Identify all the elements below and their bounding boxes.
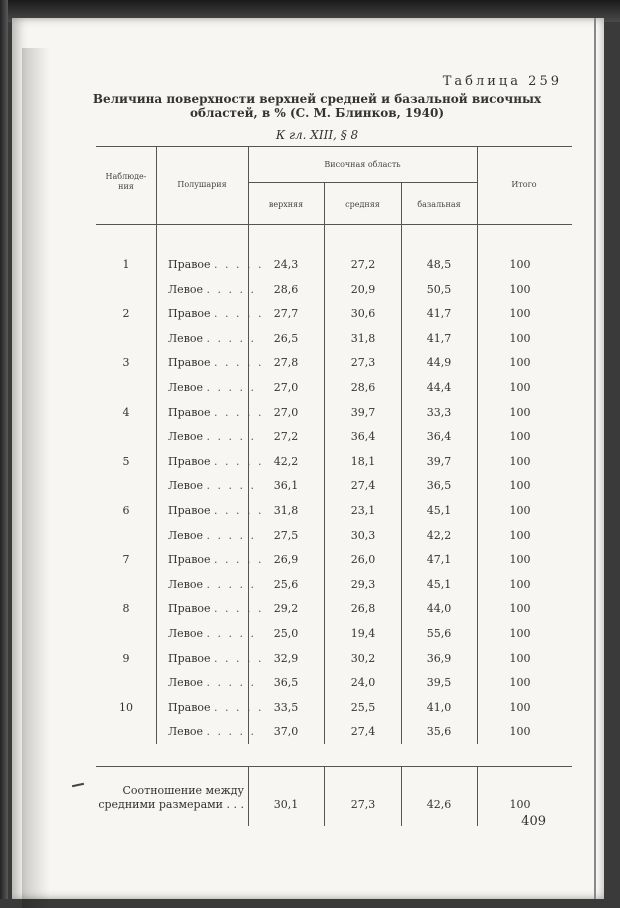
header-sub-rule — [248, 182, 477, 183]
hemisphere-name: Левое — [168, 282, 204, 296]
leader-dots: . . . . . — [214, 651, 264, 665]
header-bottom-rule — [96, 224, 572, 225]
upper-value: 27,0 — [273, 405, 299, 419]
leader-dots: . . . . . — [206, 282, 256, 296]
summary-total: 100 — [509, 798, 531, 811]
header-temporal-region: Височная область — [324, 160, 401, 169]
middle-value: 26,0 — [350, 553, 376, 567]
hemisphere-cell — [168, 529, 262, 542]
upper-value: 27,0 — [273, 381, 299, 394]
hemisphere-cell — [168, 602, 262, 615]
leader-dots: . . . . . — [206, 479, 256, 493]
header-basal: базальная — [417, 200, 461, 209]
basal-value: 50,5 — [426, 282, 452, 296]
observation-number: 6 — [122, 504, 130, 517]
hemisphere-name: Правое — [168, 651, 211, 665]
hemisphere-cell — [168, 307, 262, 320]
upper-value: 27,5 — [273, 528, 299, 542]
middle-value: 27,4 — [350, 479, 376, 493]
col-divider-3 — [324, 182, 325, 744]
hemisphere-name: Левое — [168, 331, 204, 345]
observation-number: 10 — [119, 700, 133, 714]
middle-value: 39,7 — [350, 405, 376, 419]
middle-value: 28,6 — [350, 381, 376, 394]
page-fold-shadow — [22, 48, 50, 908]
hemisphere-cell — [168, 701, 262, 714]
basal-value: 36,9 — [426, 651, 452, 665]
upper-value: 27,7 — [273, 307, 299, 321]
total-value: 100 — [509, 676, 531, 690]
leader-dots: . . . . . — [206, 725, 256, 739]
basal-value: 44,9 — [426, 356, 452, 370]
upper-value: 28,6 — [273, 282, 299, 296]
book-page — [12, 18, 604, 899]
hemisphere-name: Правое — [168, 356, 211, 370]
total-value: 100 — [509, 602, 531, 616]
leader-dots: . . . . . — [206, 577, 256, 591]
leader-dots: . . . . . — [214, 307, 264, 321]
leader-dots: . . . . . — [214, 700, 264, 714]
total-value: 100 — [509, 454, 531, 468]
leader-dots: . . . . . — [214, 454, 264, 468]
upper-value: 27,2 — [273, 430, 299, 444]
upper-value: 25,6 — [273, 577, 299, 591]
leader-dots: . . . . . — [214, 258, 264, 271]
page-right-edge — [594, 18, 596, 899]
summary-middle: 27,3 — [350, 798, 376, 811]
middle-value: 23,1 — [350, 504, 376, 517]
hemisphere-name: Левое — [168, 528, 204, 542]
summary-divider-5 — [477, 766, 478, 826]
header-total: Итого — [511, 180, 537, 189]
leader-dots: . . . . . — [214, 602, 264, 616]
leader-dots: . . . . . — [206, 381, 256, 394]
summary-upper: 30,1 — [273, 798, 299, 811]
upper-value: 32,9 — [273, 651, 299, 665]
upper-value: 29,2 — [273, 602, 299, 616]
total-value: 100 — [509, 258, 531, 271]
upper-value: 25,0 — [273, 627, 299, 640]
total-value: 100 — [509, 725, 531, 739]
total-value: 100 — [509, 553, 531, 567]
observation-number: 8 — [122, 602, 130, 616]
leader-dots: . . . . . — [206, 627, 256, 640]
basal-value: 39,5 — [426, 676, 452, 690]
leader-dots: . . . . . — [214, 405, 264, 419]
summary-divider-3 — [324, 766, 325, 826]
observation-number: 5 — [122, 454, 130, 468]
upper-value: 33,5 — [273, 700, 299, 714]
leader-dots: . . . . . — [214, 553, 264, 567]
observation-number: 9 — [122, 651, 130, 665]
hemisphere-name: Левое — [168, 381, 204, 394]
hemisphere-name: Левое — [168, 479, 204, 493]
summary-divider-2 — [248, 766, 249, 826]
basal-value: 39,7 — [426, 454, 452, 468]
hemisphere-cell — [168, 504, 262, 517]
middle-value: 30,6 — [350, 307, 376, 321]
book-spine — [0, 0, 8, 899]
middle-value: 29,3 — [350, 577, 376, 591]
basal-value: 44,0 — [426, 602, 452, 616]
total-value: 100 — [509, 528, 531, 542]
summary-label — [96, 784, 244, 812]
upper-value: 24,3 — [273, 258, 299, 271]
hemisphere-name: Правое — [168, 405, 211, 419]
total-value: 100 — [509, 282, 531, 296]
hemisphere-name: Правое — [168, 553, 211, 567]
table-number: Таблица 259 — [442, 74, 562, 89]
hemisphere-cell — [168, 406, 262, 419]
total-value: 100 — [509, 504, 531, 517]
observation-number: 1 — [122, 258, 130, 271]
middle-value: 27,4 — [350, 725, 376, 739]
table-subtitle: К гл. XIII, § 8 — [275, 128, 359, 142]
basal-value: 42,2 — [426, 528, 452, 542]
hemisphere-name: Правое — [168, 700, 211, 714]
table-top-rule — [96, 146, 572, 147]
basal-value: 41,7 — [426, 307, 452, 321]
middle-value: 25,5 — [350, 700, 376, 714]
middle-value: 20,9 — [350, 282, 376, 296]
total-value: 100 — [509, 479, 531, 493]
hemisphere-cell — [168, 553, 262, 566]
summary-label-line1: Соотношение между — [122, 784, 244, 797]
col-divider-1 — [156, 146, 157, 744]
observation-number: 3 — [122, 356, 130, 370]
middle-value: 18,1 — [350, 454, 376, 468]
hemisphere-name: Правое — [168, 504, 211, 517]
leader-dots: . . . . . — [206, 528, 256, 542]
hemisphere-name: Левое — [168, 676, 204, 690]
total-value: 100 — [509, 700, 531, 714]
upper-value: 37,0 — [273, 725, 299, 739]
total-value: 100 — [509, 651, 531, 665]
upper-value: 31,8 — [273, 504, 299, 517]
page-number: 409 — [521, 814, 546, 829]
basal-value: 41,0 — [426, 700, 452, 714]
basal-value: 55,6 — [426, 627, 452, 640]
total-value: 100 — [509, 577, 531, 591]
hemisphere-cell — [168, 725, 262, 738]
middle-value: 36,4 — [350, 430, 376, 444]
observation-number: 2 — [122, 307, 130, 321]
upper-value: 36,5 — [273, 676, 299, 690]
hemisphere-name: Правое — [168, 258, 211, 271]
hemisphere-cell — [168, 652, 262, 665]
basal-value: 35,6 — [426, 725, 452, 739]
leader-dots: . . . . . — [206, 331, 256, 345]
hemisphere-name: Правое — [168, 454, 211, 468]
summary-basal: 42,6 — [426, 798, 452, 811]
middle-value: 30,3 — [350, 528, 376, 542]
middle-value: 26,8 — [350, 602, 376, 616]
header-upper: верхняя — [268, 200, 304, 209]
middle-value: 30,2 — [350, 651, 376, 665]
observation-number: 7 — [122, 553, 130, 567]
basal-value: 36,4 — [426, 430, 452, 444]
hemisphere-cell — [168, 627, 262, 640]
basal-value: 41,7 — [426, 331, 452, 345]
header-middle: средняя — [345, 200, 380, 209]
summary-label-line2: средними размерами . . . — [98, 798, 244, 811]
summary-divider-4 — [401, 766, 402, 826]
col-divider-5 — [477, 146, 478, 744]
hemisphere-cell — [168, 578, 262, 591]
upper-value: 27,8 — [273, 356, 299, 370]
hemisphere-cell — [168, 455, 262, 468]
observation-number: 4 — [122, 405, 130, 419]
middle-value: 31,8 — [350, 331, 376, 345]
hemisphere-name: Левое — [168, 627, 204, 640]
upper-value: 42,2 — [273, 454, 299, 468]
summary-rule — [96, 766, 572, 767]
hemisphere-cell — [168, 332, 262, 345]
basal-value: 44,4 — [426, 381, 452, 394]
hemisphere-name: Правое — [168, 307, 211, 321]
total-value: 100 — [509, 627, 531, 640]
basal-value: 36,5 — [426, 479, 452, 493]
hemisphere-name: Правое — [168, 602, 211, 616]
hemisphere-cell — [168, 479, 262, 492]
leader-dots: . . . . . — [214, 504, 264, 517]
middle-value: 24,0 — [350, 676, 376, 690]
total-value: 100 — [509, 307, 531, 321]
middle-value: 27,2 — [350, 258, 376, 271]
total-value: 100 — [509, 405, 531, 419]
pencil-mark — [72, 783, 84, 787]
hemisphere-cell — [168, 381, 262, 394]
hemisphere-name: Левое — [168, 430, 204, 444]
total-value: 100 — [509, 356, 531, 370]
data-table — [96, 142, 572, 832]
hemisphere-cell — [168, 283, 262, 296]
leader-dots: . . . . . — [206, 430, 256, 444]
hemisphere-name: Левое — [168, 577, 204, 591]
basal-value: 45,1 — [426, 504, 452, 517]
upper-value: 36,1 — [273, 479, 299, 493]
upper-value: 26,5 — [273, 331, 299, 345]
hemisphere-cell — [168, 258, 262, 271]
basal-value: 48,5 — [426, 258, 452, 271]
total-value: 100 — [509, 331, 531, 345]
table-title: Величина поверхности верхней средней и базальной височных областей, в % (С. М. Блинков, 1940) — [92, 92, 542, 120]
total-value: 100 — [509, 381, 531, 394]
hemisphere-name: Левое — [168, 725, 204, 739]
basal-value: 33,3 — [426, 405, 452, 419]
header-hemisphere: Полушария — [177, 180, 227, 189]
hemisphere-cell — [168, 676, 262, 689]
leader-dots: . . . . . — [214, 356, 264, 370]
middle-value: 19,4 — [350, 627, 376, 640]
header-observation: Наблюде-ния — [105, 172, 147, 191]
hemisphere-cell — [168, 356, 262, 369]
upper-value: 26,9 — [273, 553, 299, 567]
basal-value: 47,1 — [426, 553, 452, 567]
hemisphere-cell — [168, 430, 262, 443]
basal-value: 45,1 — [426, 577, 452, 591]
leader-dots: . . . . . — [206, 676, 256, 690]
total-value: 100 — [509, 430, 531, 444]
middle-value: 27,3 — [350, 356, 376, 370]
